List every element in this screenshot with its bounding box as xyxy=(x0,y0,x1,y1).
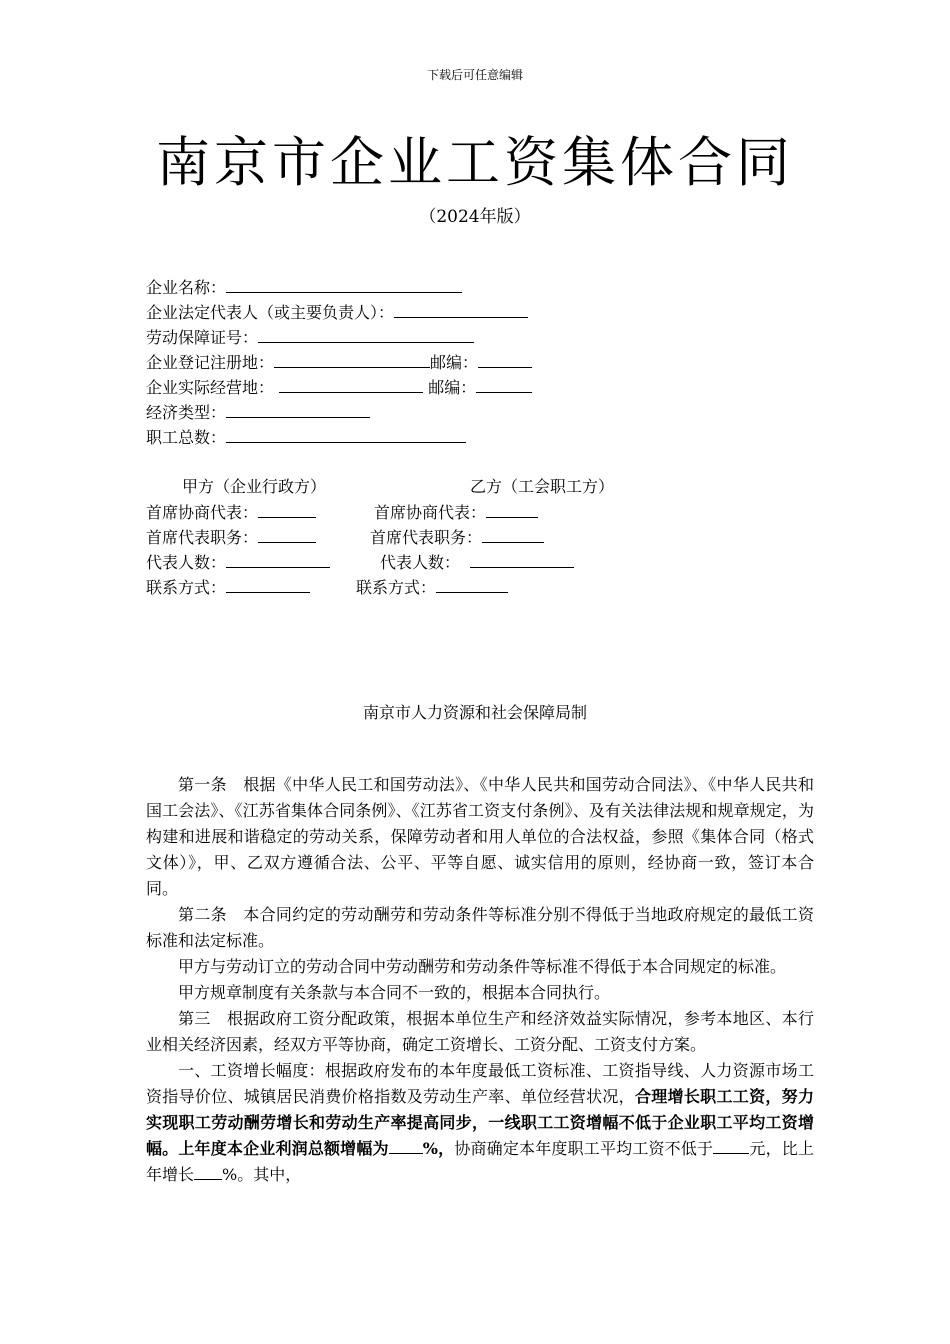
item-1-yuan-text: 元，比上年增长 xyxy=(146,1139,814,1184)
contract-body xyxy=(146,772,814,1188)
contact-label-b: 联系方式： xyxy=(356,578,437,597)
chief-pos-row-b xyxy=(370,525,544,550)
employees-row xyxy=(146,425,466,450)
labor-cert-blank[interactable] xyxy=(258,325,474,343)
postcode-label: 邮编： xyxy=(430,353,479,372)
econ-type-row xyxy=(146,400,370,425)
item-1-end-text: %。其中， xyxy=(222,1165,302,1184)
rep-count-blank-a[interactable] xyxy=(226,550,330,568)
chief-rep-blank-a[interactable] xyxy=(258,500,316,518)
avg-wage-blank[interactable] xyxy=(713,1136,749,1154)
postcode-label: 邮编： xyxy=(428,378,477,397)
party-b-title: 乙方（工会职工方） xyxy=(470,477,615,496)
chief-pos-blank-a[interactable] xyxy=(258,525,316,543)
edition-label: （2024年版） xyxy=(419,207,531,227)
postcode-blank[interactable] xyxy=(478,350,532,368)
contact-blank-b[interactable] xyxy=(436,575,508,593)
chief-rep-row-b xyxy=(374,500,538,525)
item-1-text: 一、工资增长幅度：根据政府发布的本年度最低工资标准、工资指导线、人力资源市场工资指导价位、城镇居民消费价格指数及劳动生产率、单位经营状况， xyxy=(146,1061,814,1106)
legal-rep-label: 企业法定代表人（或主要负责人）： xyxy=(146,303,395,322)
article-2: 第二条 本合同约定的劳动酬劳和劳动条件等标准分别不得低于当地政府规定的最低工资标准和法定标准。 xyxy=(146,905,814,950)
article-2-para-2: 甲方与劳动订立的劳动合同中劳动酬劳和劳动条件等标准不得低于本合同规定的标准。 xyxy=(178,957,787,976)
reg-address-row xyxy=(146,350,532,375)
rep-count-label-a: 代表人数： xyxy=(146,553,227,572)
econ-type-label: 经济类型： xyxy=(146,403,227,422)
chief-pos-blank-b[interactable] xyxy=(482,525,544,543)
chief-pos-label-b: 首席代表职务： xyxy=(370,528,483,547)
document-title: 南京市企业工资集体合同 xyxy=(156,131,794,194)
article-2-para-3: 甲方规章制度有关条款与本合同不一致的，根据本合同执行。 xyxy=(178,983,611,1002)
company-name-row xyxy=(146,275,462,300)
item-1-wage-text: 协商确定本年度职工平均工资不低于 xyxy=(454,1139,714,1158)
legal-rep-row xyxy=(146,300,528,325)
op-address-row xyxy=(146,375,532,400)
chief-rep-label-a: 首席协商代表： xyxy=(146,503,259,522)
reg-address-blank[interactable] xyxy=(274,350,430,368)
percent-mark: %， xyxy=(422,1139,455,1158)
op-address-blank[interactable] xyxy=(279,375,423,393)
item-1-bold-text: 合理增长职工工资，努力实现职工劳动酬劳增长和劳动生产率提高同步，一线职工工资增幅不低于企业职工平均工资增幅。上年度本企业利润总额增幅为 xyxy=(146,1087,814,1158)
article-3-item-1 xyxy=(146,1058,814,1188)
labor-cert-row xyxy=(146,325,474,350)
contact-blank-a[interactable] xyxy=(226,575,310,593)
rep-count-blank-b[interactable] xyxy=(470,550,574,568)
employees-blank[interactable] xyxy=(226,425,466,443)
op-address-label: 企业实际经营地： xyxy=(146,378,275,397)
econ-type-blank[interactable] xyxy=(226,400,370,418)
contact-row-b xyxy=(356,575,508,600)
profit-growth-blank[interactable] xyxy=(389,1136,423,1154)
rep-count-row xyxy=(146,550,330,575)
employees-label: 职工总数： xyxy=(146,428,227,447)
labor-cert-label: 劳动保障证号： xyxy=(146,328,259,347)
contact-label-a: 联系方式： xyxy=(146,578,227,597)
rep-count-row-b xyxy=(380,550,574,575)
wage-growth-blank[interactable] xyxy=(194,1162,222,1180)
chief-rep-label-b: 首席协商代表： xyxy=(374,503,487,522)
chief-rep-blank-b[interactable] xyxy=(486,500,538,518)
chief-rep-row xyxy=(146,500,316,525)
publisher-line: 南京市人力资源和社会保障局制 xyxy=(362,703,587,722)
legal-rep-blank[interactable] xyxy=(394,300,528,318)
party-a-title: 甲方（企业行政方） xyxy=(182,477,327,496)
rep-count-label-b: 代表人数： xyxy=(380,553,461,572)
chief-pos-row xyxy=(146,525,316,550)
reg-address-label: 企业登记注册地： xyxy=(146,353,275,372)
postcode-blank[interactable] xyxy=(476,375,532,393)
chief-pos-label-a: 首席代表职务： xyxy=(146,528,259,547)
company-name-label: 企业名称： xyxy=(146,278,227,297)
company-name-blank[interactable] xyxy=(226,275,462,293)
contact-row xyxy=(146,575,310,600)
article-1: 第一条 根据《中华人民工和国劳动法》、《中华人民共和国劳动合同法》、《中华人民共和国工会法》、《江苏省集体合同条例》、《江苏省工资支付条例》、及有关法律法规和规章规定，为构建和进展和谐稳定的劳动关系，保障劳动者和用人单位的合法权益，参照《集体合同（格式文体）》，甲、乙双方遵循合法、公平、平等自愿、诚实信用的原则，经协商一致，签订本合同。 xyxy=(146,775,814,898)
header-note: 下载后可任意编辑 xyxy=(426,68,523,82)
article-3: 第三 根据政府工资分配政策，根据本单位生产和经济效益实际情况，参考本地区、本行业相关经济因素，经双方平等协商，确定工资增长、工资分配、工资支付方案。 xyxy=(146,1009,814,1054)
